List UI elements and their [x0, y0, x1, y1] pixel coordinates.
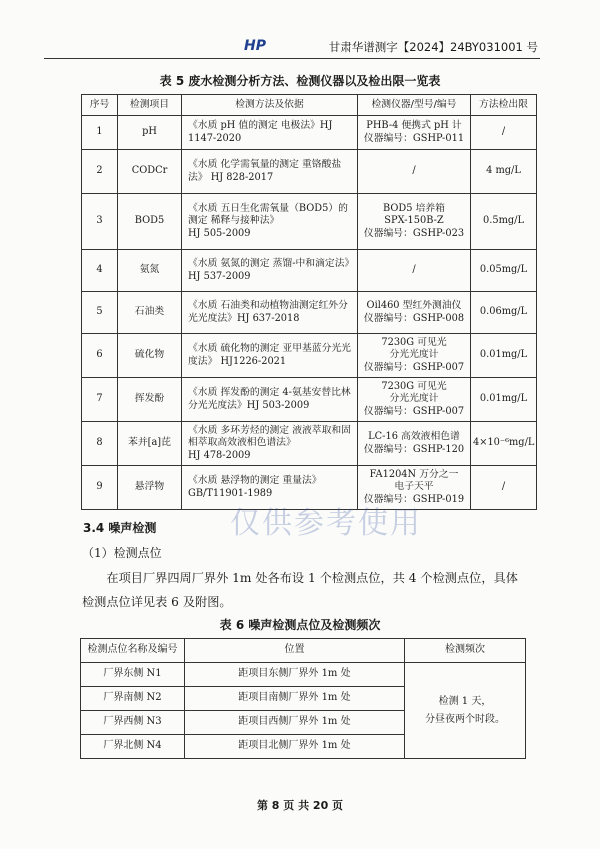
cell-instrument: FA1204N 万分之一 电子天平 仪器编号：GSHP-019: [358, 466, 471, 510]
company-logo: HP: [244, 38, 266, 54]
cell-method: 《水质 五日生化需氧量（BOD5）的测定 稀释与接种法》 HJ 505-2009: [182, 194, 358, 250]
col-header-no: 序号: [82, 95, 118, 116]
cell-item: 氨氮: [118, 250, 182, 292]
cell-point: 厂界南侧 N2: [81, 687, 185, 711]
cell-item: 石油类: [118, 292, 182, 334]
cell-method: 《水质 多环芳烃的测定 液液萃取和固相萃取高效液相色谱法》 HJ 478-2009: [182, 422, 358, 466]
cell-method: 《水质 悬浮物的测定 重量法》 GB/T11901-1989: [182, 466, 358, 510]
table5-caption: 表 5 废水检测分析方法、检测仪器以及检出限一览表: [159, 74, 441, 88]
cell-no: 2: [82, 150, 118, 194]
subsection-title: （1）检测点位: [82, 546, 162, 560]
cell-item: 硫化物: [118, 334, 182, 378]
cell-point: 厂界北侧 N4: [81, 735, 185, 759]
table-row: [82, 378, 537, 422]
cell-no: 4: [82, 250, 118, 292]
cell-limit: /: [471, 116, 537, 150]
cell-limit: 0.06mg/L: [471, 292, 537, 334]
col-header-item: 检测项目: [118, 95, 182, 116]
cell-instrument: 7230G 可见光 分光光度计 仪器编号：GSHP-007: [358, 334, 471, 378]
cell-method: 《水质 挥发酚的测定 4-氨基安替比林分光光度法》HJ 503-2009: [182, 378, 358, 422]
cell-item: 悬浮物: [118, 466, 182, 510]
col-header-method: 检测方法及依据: [182, 95, 358, 116]
table6-caption: 表 6 噪声检测点位及检测频次: [219, 618, 381, 632]
cell-limit: 4 mg/L: [471, 150, 537, 194]
cell-position: 距项目西侧厂界外 1m 处: [185, 711, 405, 735]
table-row: [81, 663, 526, 687]
cell-point: 厂界西侧 N3: [81, 711, 185, 735]
cell-limit: /: [471, 466, 537, 510]
cell-limit: 0.01mg/L: [471, 334, 537, 378]
cell-method: 《水质 pH 值的测定 电极法》HJ 1147-2020: [182, 116, 358, 150]
cell-method: 《水质 硫化物的测定 亚甲基蓝分光光度法》 HJ1226-2021: [182, 334, 358, 378]
cell-no: 7: [82, 378, 118, 422]
table-row: [82, 194, 537, 250]
cell-instrument: BOD5 培养箱 SPX-150B-Z 仪器编号：GSHP-023: [358, 194, 471, 250]
document-number: 甘肃华谱测字【2024】24BY031001 号: [328, 40, 538, 54]
cell-limit: 0.05mg/L: [471, 250, 537, 292]
cell-limit: 0.01mg/L: [471, 378, 537, 422]
cell-method: 《水质 化学需氧量的测定 重铬酸盐法》 HJ 828-2017: [182, 150, 358, 194]
page-number: 第 8 页 共 20 页: [256, 799, 344, 812]
col-header-frequency: 检测频次: [405, 639, 526, 663]
cell-limit: 4×10⁻⁶mg/L: [471, 422, 537, 466]
cell-instrument: LC-16 高效液相色谱 仪器编号：GSHP-120: [358, 422, 471, 466]
cell-item: CODCr: [118, 150, 182, 194]
cell-position: 距项目南侧厂界外 1m 处: [185, 687, 405, 711]
noise-points-table: [80, 638, 526, 759]
cell-no: 6: [82, 334, 118, 378]
section-title: 3.4 噪声检测: [83, 521, 157, 535]
table-row: [82, 250, 537, 292]
cell-item: 苯并[a]芘: [118, 422, 182, 466]
cell-no: 8: [82, 422, 118, 466]
cell-instrument: /: [358, 150, 471, 194]
col-header-limit: 方法检出限: [471, 95, 537, 116]
cell-instrument: Oil460 型红外测油仪 仪器编号：GSHP-008: [358, 292, 471, 334]
cell-position: 距项目北侧厂界外 1m 处: [185, 735, 405, 759]
table-row: [82, 422, 537, 466]
cell-no: 5: [82, 292, 118, 334]
cell-item: pH: [118, 116, 182, 150]
table-row: [82, 116, 537, 150]
cell-frequency: 检测 1 天， 分昼夜两个时段。: [405, 663, 526, 759]
cell-instrument: 7230G 可见光 分光光度计 仪器编号：GSHP-007: [358, 378, 471, 422]
cell-no: 1: [82, 116, 118, 150]
cell-instrument: PHB-4 便携式 pH 计 仪器编号：GSHP-011: [358, 116, 471, 150]
page-header: [44, 36, 540, 59]
col-header-position: 位置: [185, 639, 405, 663]
cell-item: 挥发酚: [118, 378, 182, 422]
cell-method: 《水质 石油类和动植物油测定红外分光光度法》HJ 637-2018: [182, 292, 358, 334]
col-header-point: 检测点位名称及编号: [81, 639, 185, 663]
cell-instrument: /: [358, 250, 471, 292]
cell-point: 厂界东侧 N1: [81, 663, 185, 687]
body-paragraph: 在项目厂界四周厂界外 1m 处各布设 1 个检测点位，共 4 个检测点位，具体检测点位详见表 6 及附图。: [82, 571, 518, 609]
table-header-row: [81, 639, 526, 663]
watermark: 仅供参考使用: [230, 506, 422, 541]
table-row: [82, 292, 537, 334]
cell-limit: 0.5mg/L: [471, 194, 537, 250]
table-row: [82, 334, 537, 378]
col-header-instrument: 检测仪器/型号/编号: [358, 95, 471, 116]
cell-no: 9: [82, 466, 118, 510]
cell-method: 《水质 氨氮的测定 蒸馏-中和滴定法》HJ 537-2009: [182, 250, 358, 292]
cell-position: 距项目东侧厂界外 1m 处: [185, 663, 405, 687]
cell-item: BOD5: [118, 194, 182, 250]
wastewater-methods-table: [81, 94, 537, 510]
table-header-row: [82, 95, 537, 116]
cell-no: 3: [82, 194, 118, 250]
table-row: [82, 150, 537, 194]
